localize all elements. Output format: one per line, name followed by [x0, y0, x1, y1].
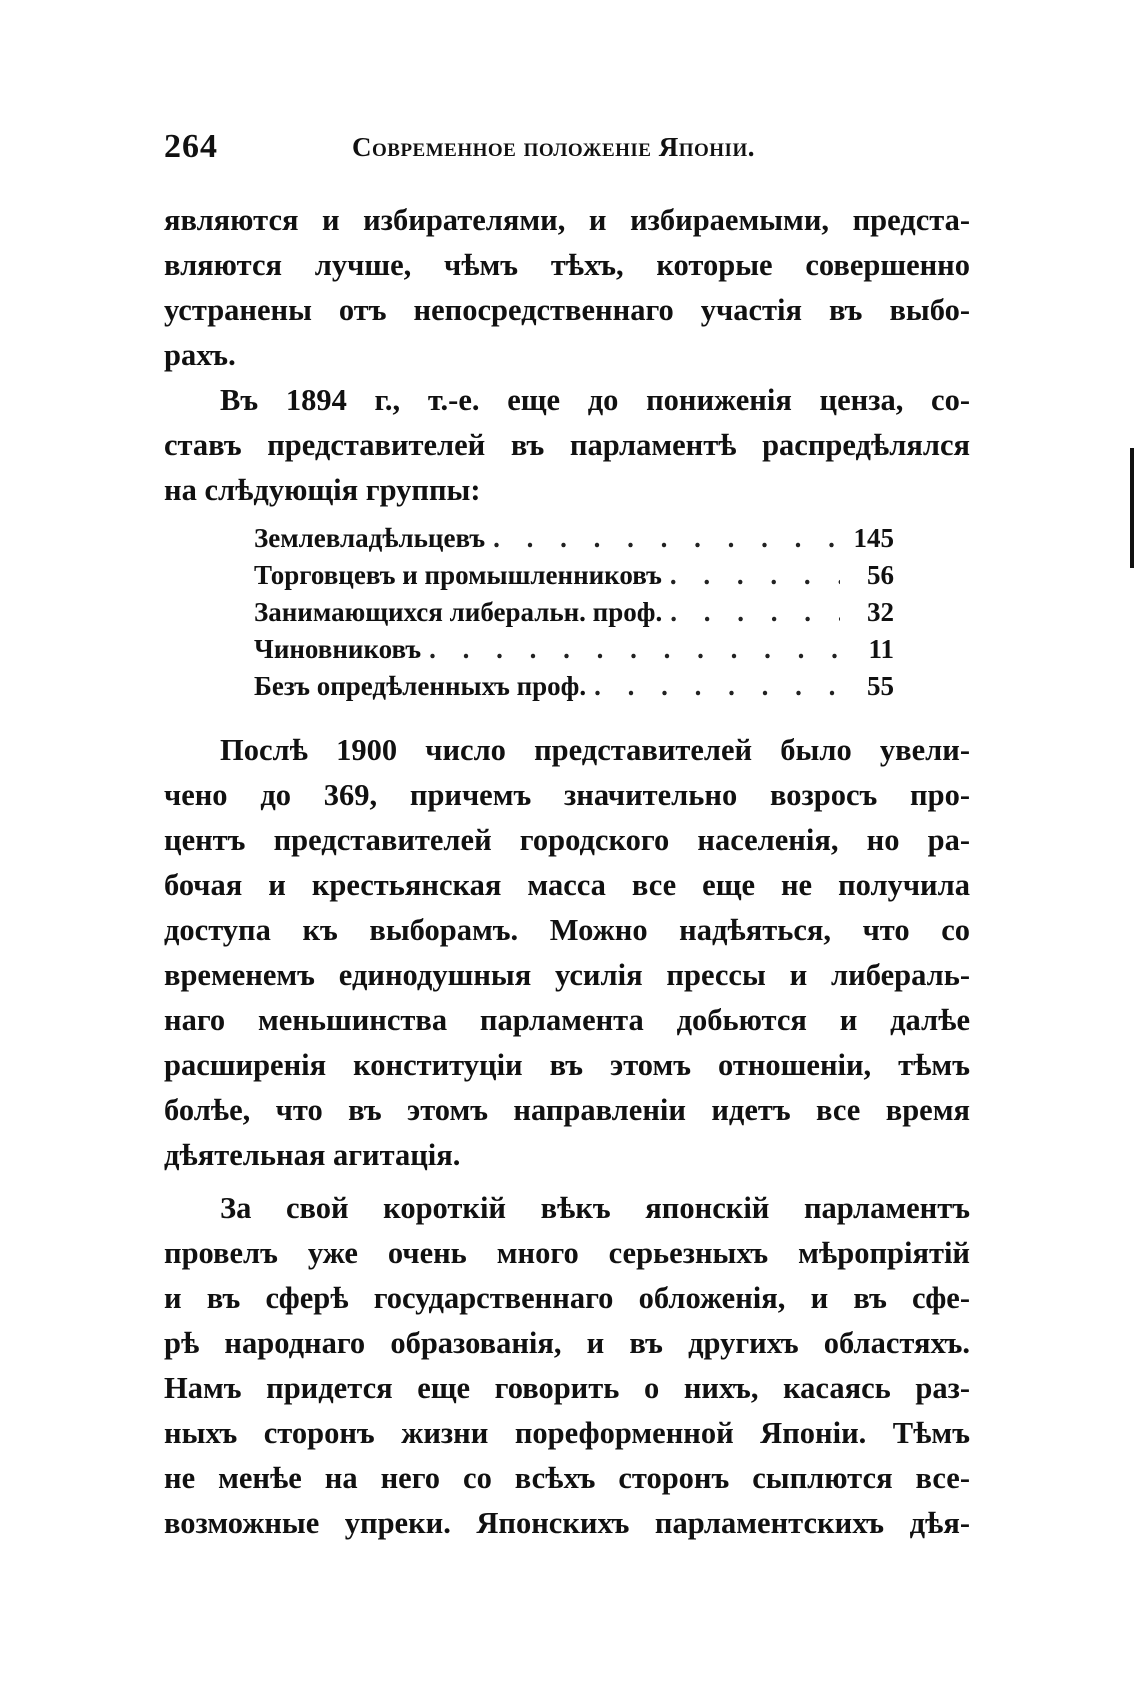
- text-line: не менѣе на него со всѣхъ сторонъ сыплются все-: [164, 1461, 970, 1495]
- row-value: 56: [867, 560, 894, 590]
- text-line: центъ представителей городского населенія, но ра-: [164, 823, 970, 857]
- paragraph-3: [164, 728, 970, 1178]
- page-number: 264: [164, 128, 218, 165]
- text-line: чено до 369, причемъ значительно возросъ про-: [164, 778, 970, 812]
- table-row: [254, 594, 894, 631]
- text-line: За свой короткій вѣкъ японскій парламентъ: [220, 1191, 970, 1225]
- text-line: Послѣ 1900 число представителей было увели-: [220, 733, 970, 767]
- row-value: 11: [868, 634, 894, 664]
- scan-edge-mark: [1130, 448, 1134, 568]
- dot-leader: [662, 557, 840, 594]
- text-line: возможные упреки. Японскихъ парламентскихъ дѣя-: [164, 1506, 970, 1540]
- paragraph-1: [164, 198, 970, 378]
- row-label: Торговцевъ и промышленниковъ: [254, 560, 662, 590]
- table-row: [254, 668, 894, 705]
- text-line: вляются лучше, чѣмъ тѣхъ, которые совершенно: [164, 248, 970, 282]
- row-label: Занимающихся либеральн. проф.: [254, 597, 663, 627]
- dot-leader: [421, 631, 840, 668]
- text-line: устранены отъ непосредственнаго участія въ выбо-: [164, 293, 970, 327]
- text-line: на слѣдующія группы:: [164, 473, 481, 507]
- row-label: Безъ опредѣленныхъ проф.: [254, 671, 587, 701]
- row-label: Чиновниковъ: [254, 634, 422, 664]
- text-line: и въ сферѣ государственнаго обложенія, и въ сфе-: [164, 1281, 970, 1315]
- row-value: 145: [853, 523, 894, 553]
- text-line: болѣе, что въ этомъ направленіи идетъ все время: [164, 1093, 970, 1127]
- paragraph-4: [164, 1186, 970, 1546]
- text-line: доступа къ выборамъ. Можно надѣяться, что со: [164, 913, 970, 947]
- text-line: рѣ народнаго образованія, и въ другихъ областяхъ.: [164, 1326, 970, 1360]
- table-row: [254, 631, 894, 668]
- text-line: Намъ придется еще говорить о нихъ, касаясь раз-: [164, 1371, 970, 1405]
- row-label: Землевладѣльцевъ: [254, 523, 486, 553]
- text-line: Въ 1894 г., т.-е. еще до пониженія ценза, со-: [220, 383, 970, 417]
- dot-leader: [662, 594, 840, 631]
- text-line: ныхъ сторонъ жизни пореформенной Японіи. Тѣмъ: [164, 1416, 970, 1450]
- table-row: [254, 557, 894, 594]
- page-header: [164, 128, 972, 178]
- table-row: [254, 520, 894, 557]
- representatives-table: [254, 520, 894, 705]
- paragraph-2: [164, 378, 970, 513]
- dot-leader: [586, 668, 840, 705]
- row-value: 32: [867, 597, 894, 627]
- text-line: временемъ единодушныя усилія прессы и либераль-: [164, 958, 970, 992]
- text-line: являются и избирателями, и избираемыми, предста-: [164, 203, 970, 237]
- text-line: наго меньшинства парламента добьются и далѣе: [164, 1003, 970, 1037]
- text-line: расширенія конституціи въ этомъ отношеніи, тѣмъ: [164, 1048, 970, 1082]
- text-line: бочая и крестьянская масса все еще не получила: [164, 868, 970, 902]
- text-line: дѣятельная агитація.: [164, 1138, 461, 1172]
- text-line: рахъ.: [164, 338, 236, 372]
- dot-leader: [485, 520, 840, 557]
- running-title: Современное положеніе Японіи.: [352, 132, 755, 162]
- text-line: ставъ представителей въ парламентѣ распредѣлялся: [164, 428, 970, 462]
- row-value: 55: [867, 671, 894, 701]
- text-line: провелъ уже очень много серьезныхъ мѣропріятій: [164, 1236, 970, 1270]
